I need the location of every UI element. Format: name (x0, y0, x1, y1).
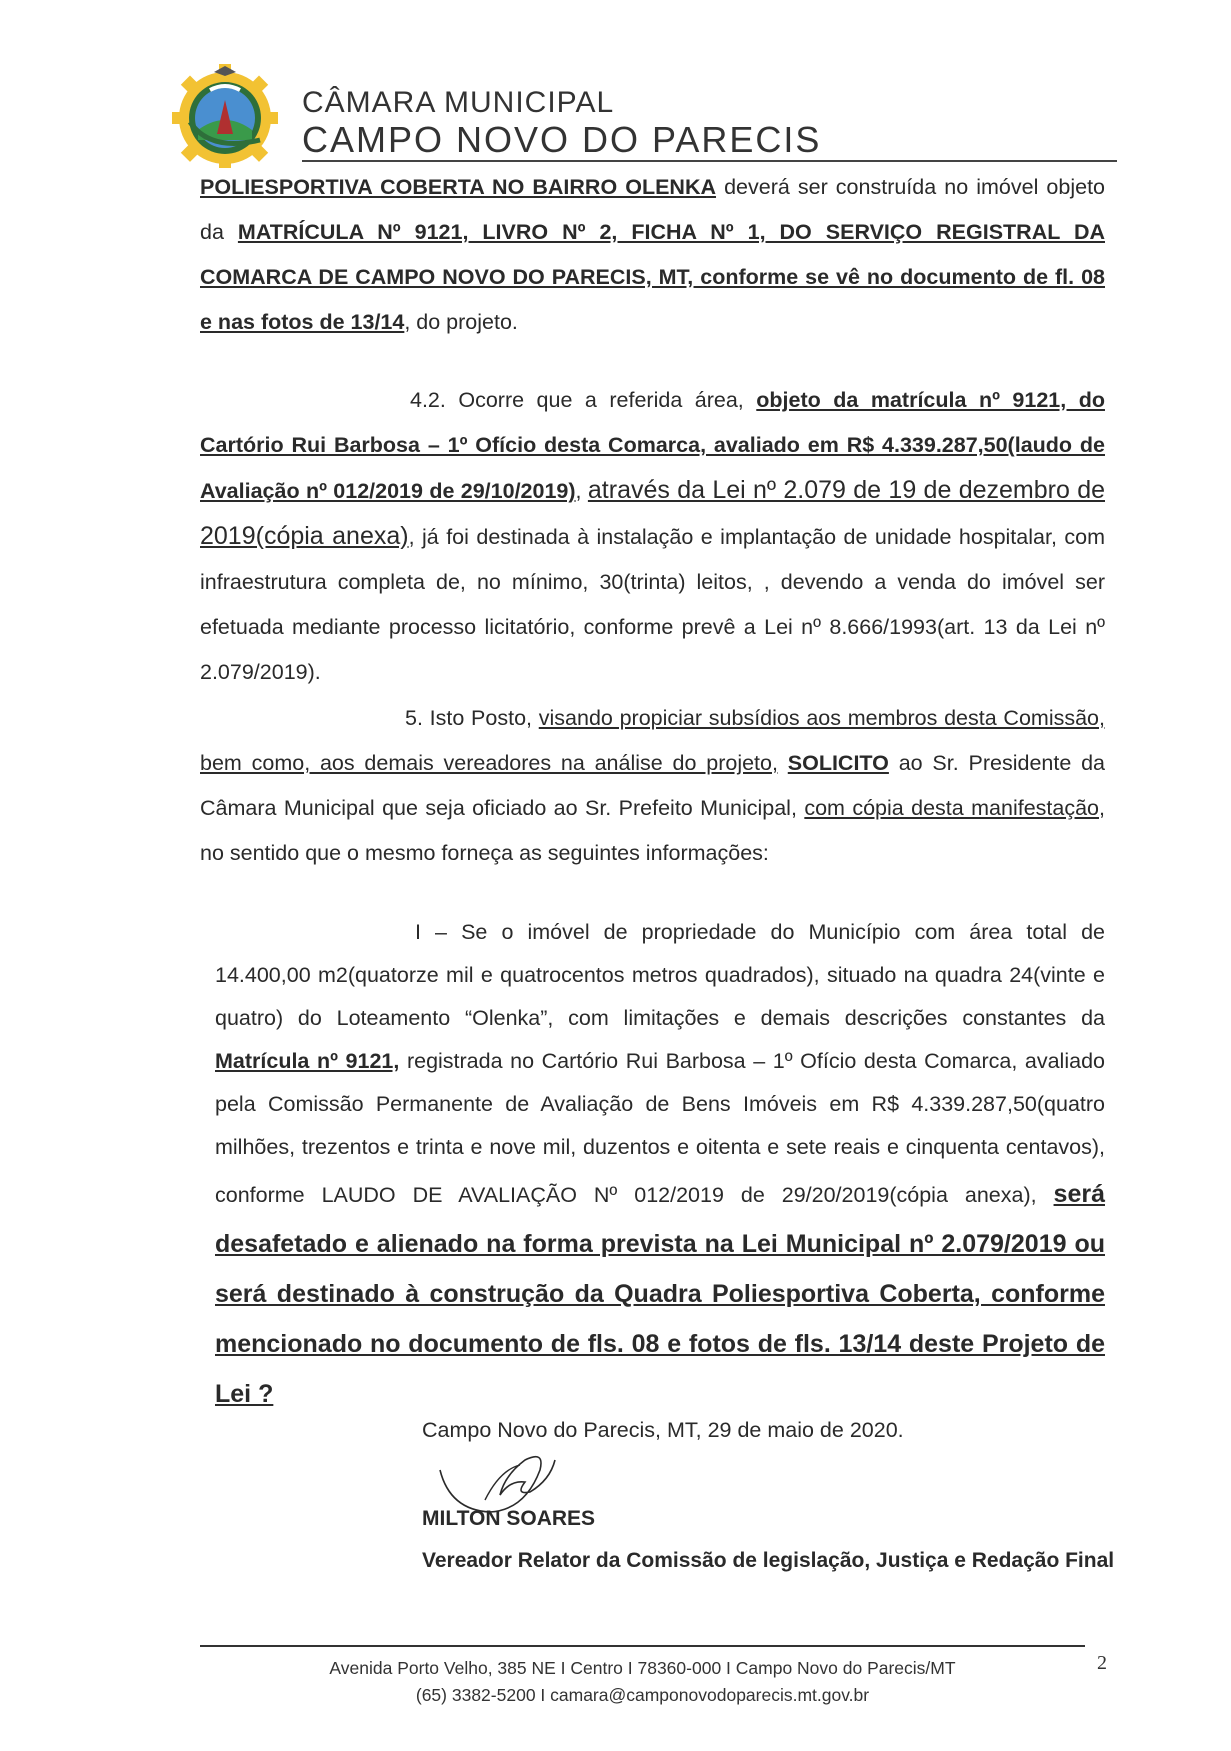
p3-underline-f: com cópia desta manifestação (804, 796, 1099, 820)
p1-text-b: deverá ser construída no imóvel objeto da (200, 175, 1106, 244)
p4-bold-question-d: será desafetado e alienado na forma prevista na Lei Municipal nº 2.079/2019 ou será destinado à construção da Quadra Poliesportiva Coberta, conforme mencionado no documento de fls. 08 e fotos de fls. 13/14 deste Projeto de Lei ? (215, 1180, 1105, 1408)
p3-text-e: ao Sr. Presidente da Câmara Municipal que seja oficiado ao Sr. Prefeito Municipal, (200, 751, 1105, 820)
signer-name: MILTON SOARES (422, 1507, 596, 1530)
page-number: 2 (1097, 1652, 1107, 1674)
p3-text-c (778, 751, 788, 775)
footer-divider (200, 1645, 1085, 1647)
header-title-line1: CÂMARA MUNICIPAL (302, 86, 615, 119)
p4-text-a: I – Se o imóvel de propriedade do Município com área total de 14.400,00 m2(quatorze mil e quatrocentos metros quadrados), situado na quadra 24(vinte e quatro) do Loteamento “Olenka”, com limitações e demais descrições constantes da (215, 920, 1105, 1030)
paragraph-4-2 (200, 378, 1105, 695)
camara-seal-logo-icon (170, 60, 280, 170)
signer-role: Vereador Relator da Comissão de legislação, Justiça e Redação Final (422, 1549, 1115, 1572)
p1-text-d: , do projeto. (404, 310, 518, 334)
p3-underline-b: visando propiciar subsídios aos membros desta Comissão, bem como, aos demais vereadores na análise do projeto, (200, 706, 1105, 775)
p3-text-g: , no sentido que o mesmo forneça as seguintes informações: (200, 796, 1105, 865)
p2-bold-underline-b: objeto da matrícula nº 9121, do Cartório Rui Barbosa – 1º Ofício desta Comarca, avaliado em R$ 4.339.287,50(laudo de Avaliação nº 012/2019 de 29/10/2019) (200, 388, 1105, 503)
p2-text-c: , (575, 479, 588, 503)
header-divider (302, 160, 1117, 162)
header-title-line2: CAMPO NOVO DO PARECIS (302, 119, 822, 160)
place-date: Campo Novo do Parecis, MT, 29 de maio de 2020. (422, 1418, 904, 1442)
paragraph-5 (200, 696, 1105, 876)
p2-text-e: , já foi destinada à instalação e implantação de unidade hospitalar, com infraestrutura completa de, no mínimo, 30(trinta) leitos, , devendo a venda do imóvel ser efetuada mediante processo licitatório, conforme prevê a Lei nº 8.666/1993(art. 13 da Lei nº 2.079/2019). (200, 525, 1105, 684)
p1-bold-underline-a: POLIESPORTIVA COBERTA NO BAIRRO OLENKA (200, 175, 717, 199)
p3-bold-underline-d: SOLICITO (787, 751, 889, 775)
p4-bold-underline-b: Matrícula nº 9121, (215, 1049, 400, 1073)
paragraph-continuation (200, 165, 1105, 345)
paragraph-item-i (215, 911, 1105, 1419)
footer-contact: (65) 3382-5200 I camara@camponovodoparecis.mt.gov.br (415, 1685, 870, 1705)
footer-address: Avenida Porto Velho, 385 NE I Centro I 78360-000 I Campo Novo do Parecis/MT (329, 1658, 956, 1678)
p2-text-a: 4.2. Ocorre que a referida área, (410, 388, 757, 412)
p2-underline-d: através da Lei nº 2.079 de 19 de dezembro de 2019(cópia anexa) (200, 476, 1105, 550)
p4-text-c: registrada no Cartório Rui Barbosa – 1º Ofício desta Comarca, avaliado pela Comissão Permanente de Avaliação de Bens Imóveis em R$ 4.339.287,50(quatro milhões, trezentos e trinta e nove mil, duzentos e oitenta e sete reais e cinquenta centavos), conforme LAUDO DE AVALIAÇÃO Nº 012/2019 de 29/20/2019(cópia anexa), (215, 1049, 1105, 1207)
p1-bold-underline-c: MATRÍCULA Nº 9121, LIVRO Nº 2, FICHA Nº 1, DO SERVIÇO REGISTRAL DA COMARCA DE CAMPO NOVO DO PARECIS, MT, conforme se vê no documento de fl. 08 e nas fotos de 13/14 (200, 220, 1105, 334)
p3-text-a: 5. Isto Posto, (405, 706, 539, 730)
